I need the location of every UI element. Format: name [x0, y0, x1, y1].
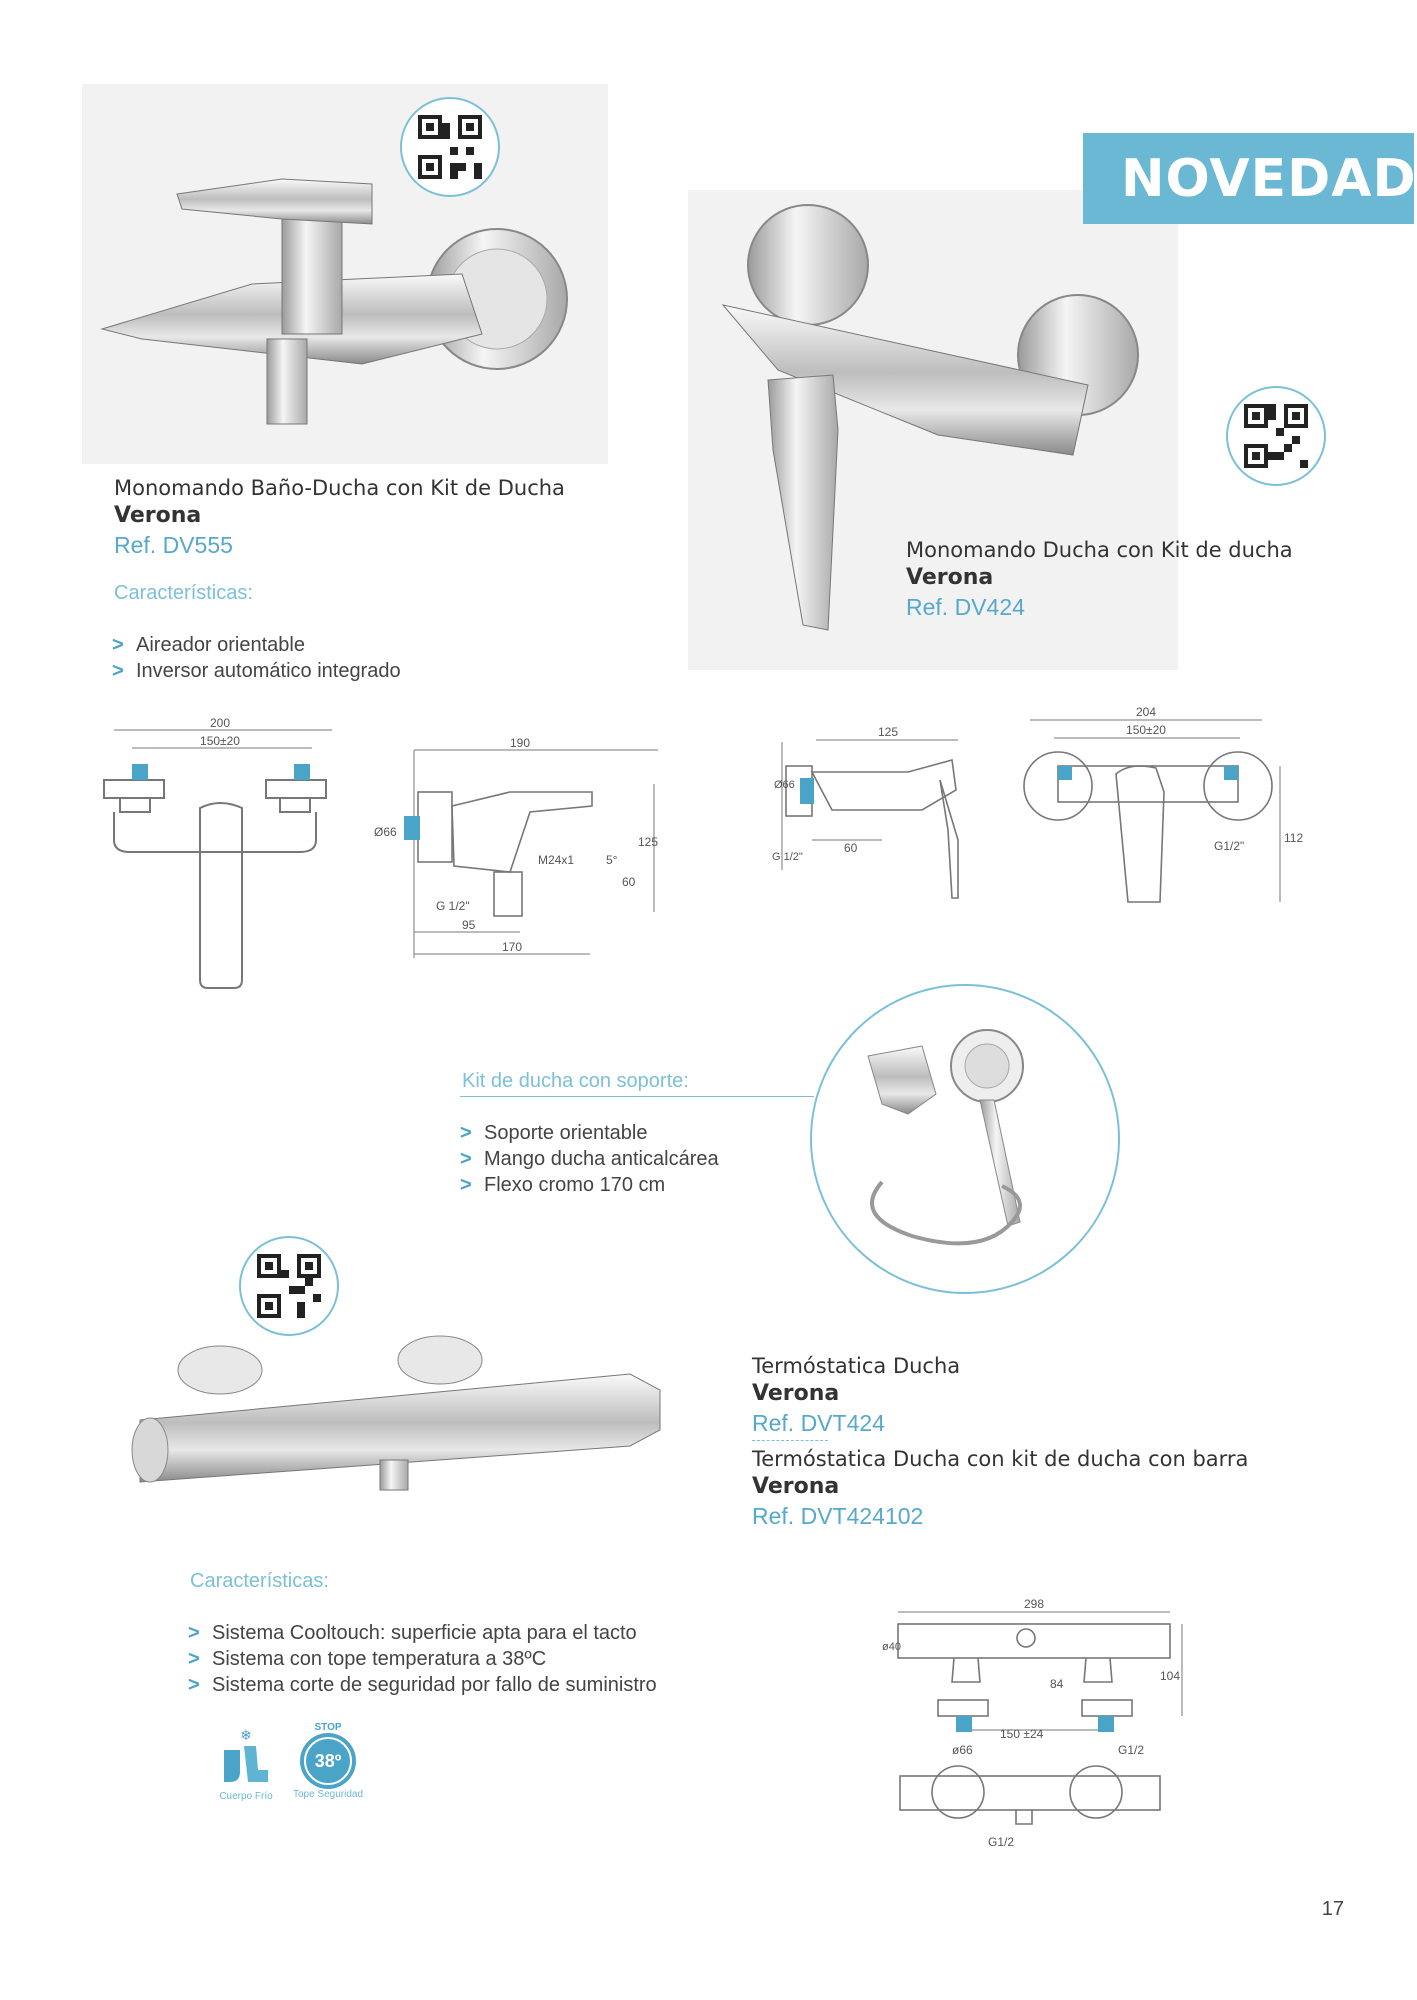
handshower-icon — [812, 986, 1118, 1292]
shower-kit-heading: Kit de ducha con soporte: — [462, 1070, 689, 1092]
stop-38-icon — [300, 1733, 356, 1789]
qr-pattern-icon — [1244, 404, 1308, 468]
chevron-right-icon: > — [188, 1674, 200, 1696]
product-ref: Ref. DV424 — [906, 594, 1025, 620]
features-heading: Características: — [114, 582, 253, 604]
dim-label: 60 — [622, 875, 636, 889]
dim-label: 190 — [509, 736, 531, 750]
product-ref: Ref. DVT424 — [752, 1410, 885, 1436]
dim-label: 150±20 — [200, 734, 240, 748]
dim-label: 104 — [1160, 1669, 1181, 1683]
list-item: > Sistema con tope temperatura a 38ºC — [188, 1648, 547, 1670]
dim-label: G 1/2" — [436, 899, 470, 913]
dim-label: 150 ±24 — [1000, 1727, 1044, 1741]
product-ref: Ref. DV555 — [114, 532, 233, 558]
stop-label: STOP — [314, 1722, 342, 1733]
page-number: 17 — [1321, 1898, 1344, 1920]
dv424-front-drawing — [1018, 704, 1304, 909]
novedad-badge: NOVEDAD — [1083, 133, 1414, 224]
list-item: > Mango ducha anticalcárea — [460, 1148, 719, 1170]
product-brand: Verona — [906, 565, 994, 590]
dim-label: M24x1 — [538, 853, 575, 867]
dim-label: G1/2 — [988, 1835, 1015, 1849]
dv555-front-drawing — [100, 718, 340, 990]
icon-label: Tope Seguridad — [292, 1789, 364, 1800]
product-title: Termóstatica Ducha — [752, 1354, 961, 1378]
dim-label: G1/2 — [1118, 1743, 1145, 1757]
shower-kit-features — [460, 1120, 719, 1198]
product-title: Monomando Ducha con Kit de ducha — [906, 538, 1293, 562]
qr-pattern-icon — [257, 1254, 321, 1318]
cool-body-icon — [218, 1726, 274, 1786]
dim-label: 95 — [462, 918, 476, 932]
chevron-right-icon: > — [188, 1648, 200, 1670]
list-item: > Flexo cromo 170 cm — [460, 1174, 666, 1196]
chevron-right-icon: > — [112, 634, 124, 656]
dvt424-front-drawing — [874, 1590, 1194, 1770]
chevron-right-icon: > — [460, 1122, 472, 1144]
dim-label: 84 — [1050, 1677, 1064, 1691]
product-brand: Verona — [114, 503, 202, 528]
dim-label: 125 — [638, 835, 659, 849]
list-item: > Sistema Cooltouch: superficie apta para el tacto — [188, 1622, 637, 1644]
stop-38-feature — [290, 1722, 366, 1800]
chevron-right-icon: > — [112, 660, 124, 682]
dim-label: Ø66 — [374, 825, 397, 839]
dim-label: 125 — [877, 725, 899, 739]
features-list — [112, 632, 401, 684]
dv424-side-drawing — [772, 720, 972, 905]
chevron-right-icon: > — [460, 1174, 472, 1196]
cool-body-feature — [216, 1726, 276, 1802]
dim-label: 200 — [209, 716, 231, 730]
dim-label: 204 — [1135, 705, 1157, 719]
list-item: > Soporte orientable — [460, 1122, 648, 1144]
features-heading: Características: — [190, 1570, 329, 1592]
dim-label: 150±20 — [1126, 723, 1166, 737]
svg-text:❄: ❄ — [240, 1727, 252, 1743]
temperature-value: 38º — [304, 1737, 352, 1785]
dim-label: ø40 — [882, 1641, 901, 1653]
dv555-side-drawing — [360, 736, 660, 966]
shower-kit-image — [810, 984, 1120, 1294]
product-title: Monomando Baño-Ducha con Kit de Ducha — [114, 476, 565, 500]
icon-label: Cuerpo Frío — [219, 1791, 273, 1802]
dim-label: 170 — [502, 940, 523, 954]
product-dvt424-info — [752, 1352, 1248, 1531]
dim-label: 112 — [1284, 831, 1304, 845]
dim-label: 5° — [606, 853, 618, 867]
ref-divider — [752, 1440, 828, 1441]
dim-label: Ø66 — [774, 779, 795, 791]
dim-label: 298 — [1023, 1597, 1045, 1611]
qr-code-dvt424-icon[interactable] — [239, 1236, 339, 1336]
product-photo-dv555 — [82, 84, 608, 464]
product-brand: Verona — [752, 1381, 840, 1406]
thermostatic-faucet-image — [130, 1330, 670, 1500]
product-dv424-info — [906, 536, 1293, 622]
dim-label: G 1/2" — [772, 851, 803, 863]
list-item: > Inversor automático integrado — [112, 660, 401, 682]
product-title: Termóstatica Ducha con kit de ducha con barra — [752, 1447, 1249, 1471]
chevron-right-icon: > — [460, 1148, 472, 1170]
product-dv555-info — [114, 474, 565, 560]
chevron-right-icon: > — [188, 1622, 200, 1644]
product-ref: Ref. DVT424102 — [752, 1503, 924, 1529]
shower-kit-divider — [460, 1096, 814, 1097]
list-item: > Sistema corte de seguridad por fallo de suministro — [188, 1674, 657, 1696]
list-item: > Aireador orientable — [112, 634, 305, 656]
qr-pattern-icon — [418, 115, 482, 179]
qr-code-dv555-icon[interactable] — [400, 97, 500, 197]
dim-label: ø66 — [952, 1743, 973, 1757]
faucet-dv555-image — [82, 84, 608, 464]
dvt424-top-drawing — [896, 1766, 1166, 1856]
dim-label: 60 — [844, 841, 858, 855]
dim-label: G1/2" — [1214, 839, 1245, 853]
qr-code-dv424-icon[interactable] — [1226, 386, 1326, 486]
features-list — [188, 1620, 657, 1698]
product-brand: Verona — [752, 1474, 840, 1499]
